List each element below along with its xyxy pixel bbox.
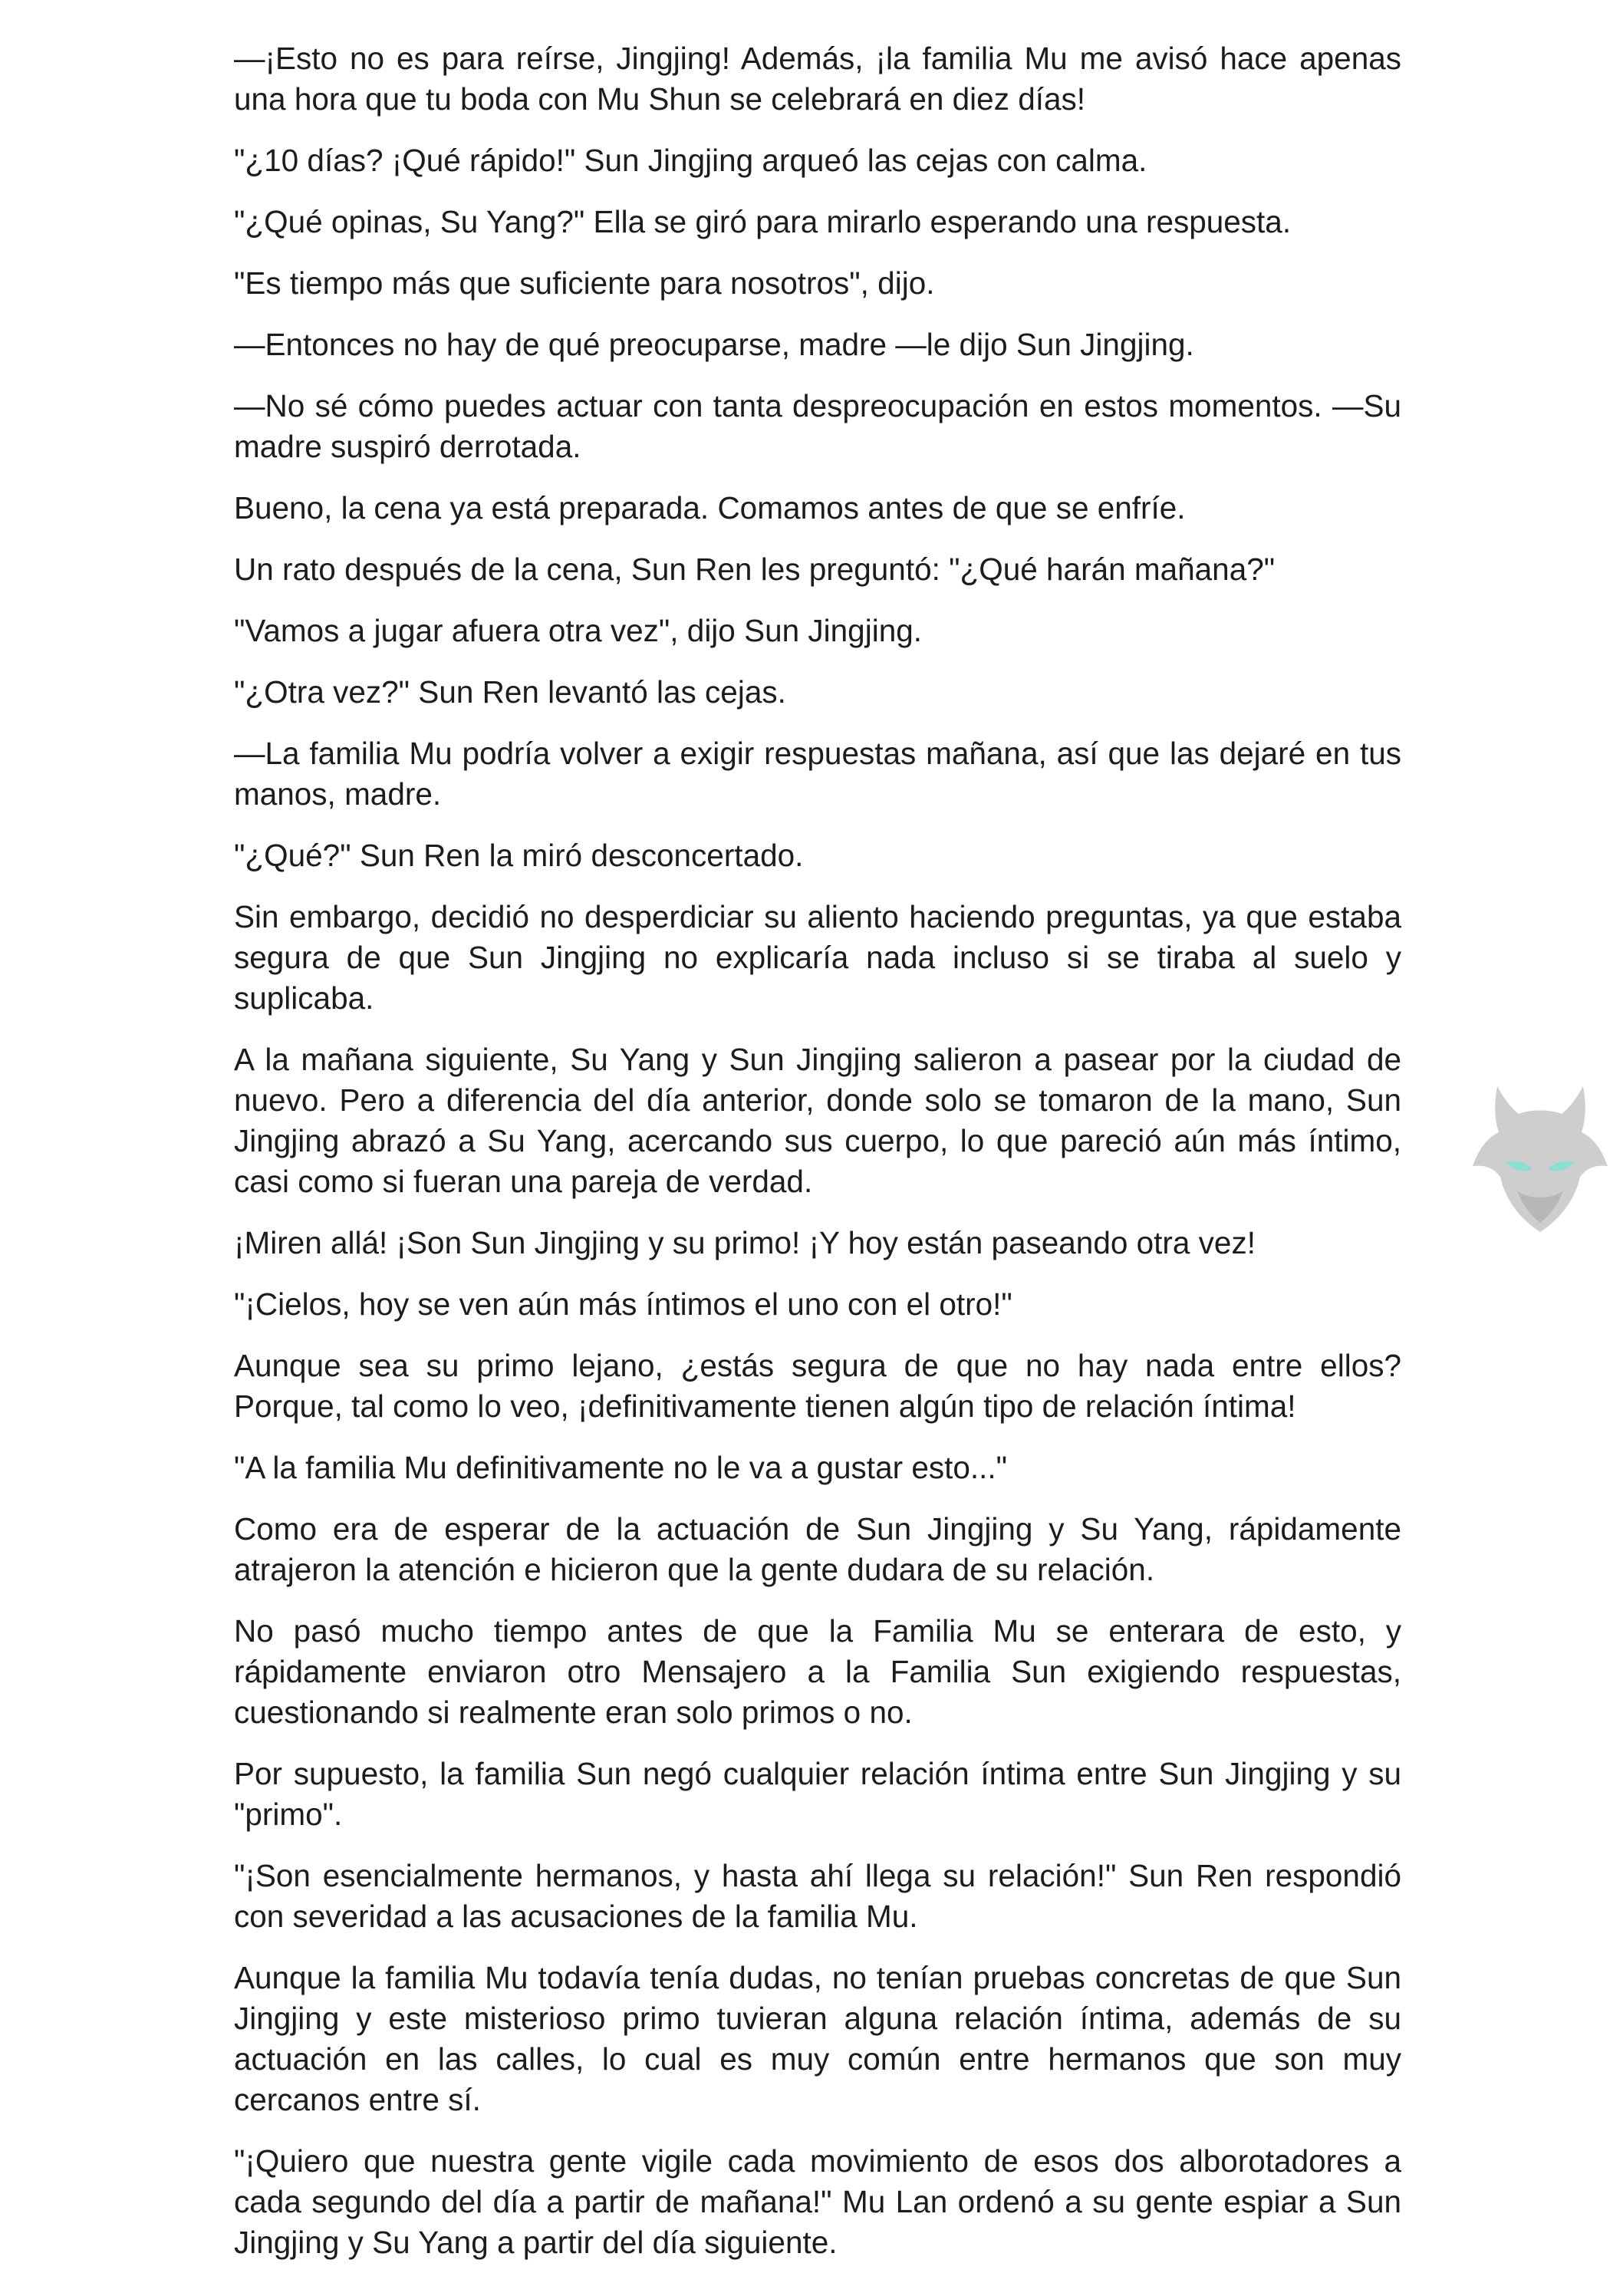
paragraph: "¿Otra vez?" Sun Ren levantó las cejas.: [234, 674, 786, 710]
paragraph: —Entonces no hay de qué preocuparse, madre —le dijo Sun Jingjing.: [234, 327, 1194, 362]
paragraph: "¡Quiero que nuestra gente vigile cada movimiento de esos dos alborotadores a cada segundo del día a partir de mañana!" Mu Lan ordenó a su gente espiar a Sun Jingjing y Su Yang a partir del día siguiente.: [234, 2143, 1401, 2260]
paragraph: Bueno, la cena ya está preparada. Comamos antes de que se enfríe.: [234, 490, 1186, 525]
paragraph: "¡Cielos, hoy se ven aún más íntimos el uno con el otro!": [234, 1286, 1012, 1322]
paragraph: "¿Qué opinas, Su Yang?" Ella se giró para mirarlo esperando una respuesta.: [234, 204, 1292, 239]
paragraph: Aunque sea su primo lejano, ¿estás segura de que no hay nada entre ellos? Porque, tal como lo veo, ¡definitivamente tienen algún tipo de relación íntima!: [234, 1348, 1401, 1424]
paragraph: Sin embargo, decidió no desperdiciar su aliento haciendo preguntas, ya que estaba segura de que Sun Jingjing no explicaría nada incluso si se tiraba al suelo y suplicaba.: [234, 899, 1401, 1016]
paragraph: —La familia Mu podría volver a exigir respuestas mañana, así que las dejaré en tus manos, madre.: [234, 736, 1401, 812]
paragraph: "A la familia Mu definitivamente no le va a gustar esto...": [234, 1450, 1008, 1485]
paragraph: "Es tiempo más que suficiente para nosotros", dijo.: [234, 265, 935, 301]
paragraph: A la mañana siguiente, Su Yang y Sun Jingjing salieron a pasear por la ciudad de nuevo. Pero a diferencia del día anterior, donde solo se tomaron de la mano, Sun Jingjing abrazó a Su Yang, acercando sus cuerpo, lo que pareció aún más íntimo, casi como si fueran una pareja de verdad.: [234, 1042, 1401, 1199]
paragraph: "Vamos a jugar afuera otra vez", dijo Sun Jingjing.: [234, 613, 922, 648]
demon-head-icon: [1471, 1076, 1609, 1237]
body-text: [234, 38, 1401, 2284]
paragraph: Como era de esperar de la actuación de Sun Jingjing y Su Yang, rápidamente atrajeron la atención e hicieron que la gente dudara de su relación.: [234, 1511, 1401, 1587]
paragraph: —¡Esto no es para reírse, Jingjing! Además, ¡la familia Mu me avisó hace apenas una hora que tu boda con Mu Shun se celebrará en diez días!: [234, 41, 1401, 117]
paragraph: No pasó mucho tiempo antes de que la Familia Mu se enterara de esto, y rápidamente enviaron otro Mensajero a la Familia Sun exigiendo respuestas, cuestionando si realmente eran solo primos o no.: [234, 1613, 1401, 1730]
watermark-logo: [1471, 1076, 1609, 1237]
paragraph: ¡Miren allá! ¡Son Sun Jingjing y su primo! ¡Y hoy están paseando otra vez!: [234, 1225, 1256, 1260]
paragraph: "¡Son esencialmente hermanos, y hasta ahí llega su relación!" Sun Ren respondió con severidad a las acusaciones de la familia Mu.: [234, 1858, 1401, 1934]
paragraph: Un rato después de la cena, Sun Ren les preguntó: "¿Qué harán mañana?": [234, 552, 1276, 587]
paragraph: —No sé cómo puedes actuar con tanta despreocupación en estos momentos. —Su madre suspiró derrotada.: [234, 388, 1401, 464]
paragraph: Por supuesto, la familia Sun negó cualquier relación íntima entre Sun Jingjing y su "primo".: [234, 1756, 1401, 1832]
paragraph: Aunque la familia Mu todavía tenía dudas, no tenían pruebas concretas de que Sun Jingjing y este misterioso primo tuvieran alguna relación íntima, además de su actuación en las calles, lo cual es muy común entre hermanos que son muy cercanos entre sí.: [234, 1960, 1401, 2117]
paragraph: "¿Qué?" Sun Ren la miró desconcertado.: [234, 838, 804, 873]
paragraph: "¿10 días? ¡Qué rápido!" Sun Jingjing arqueó las cejas con calma.: [234, 143, 1147, 178]
